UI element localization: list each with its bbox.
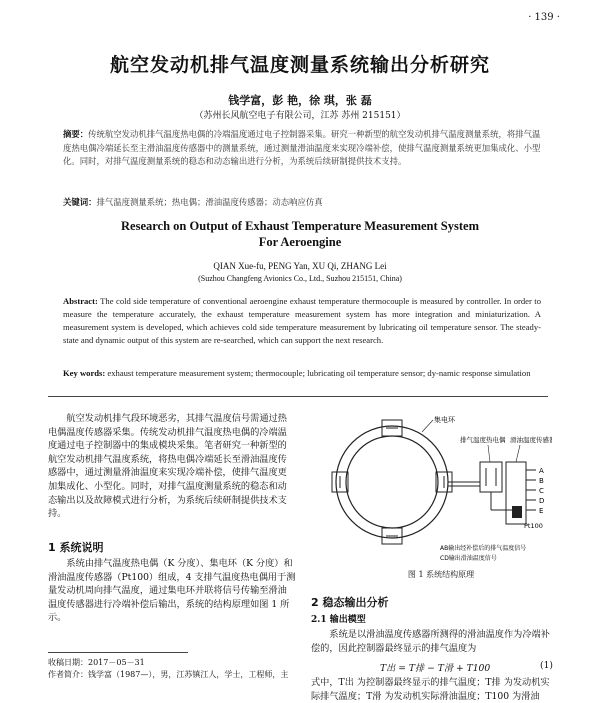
pin-d: D [539, 497, 545, 505]
note-cd-output: CD输出滑油温度信号 [440, 555, 497, 562]
chinese-abstract-label: 摘要： [63, 129, 89, 139]
label-collector-ring: 集电环 [434, 416, 455, 424]
chinese-authors: 钱学富，彭 艳，徐 琪，张 磊 [228, 94, 372, 107]
pt100-element [512, 506, 522, 518]
english-title-line1: Research on Output of Exhaust Temperature Measurement System [121, 219, 479, 233]
chinese-abstract [63, 128, 541, 169]
pin-c: C [539, 487, 544, 495]
english-title [0, 218, 600, 250]
pin-e: E [539, 507, 544, 515]
equation-1: T出 = T排 − T滑 + T100 [380, 663, 491, 674]
label-oil-sensor: 滑油温度传感器 [510, 436, 552, 444]
pin-a: A [539, 467, 544, 475]
label-thermocouple: 排气温度热电偶 [460, 436, 506, 444]
chinese-affiliation: （苏州长风航空电子有限公司，江苏 苏州 215151） [194, 111, 406, 121]
section1-body: 系统由排气温度热电偶（K 分度）、集电环（K 分度）和滑油温度传感器（Pt100）组成，4 支排气温度热电偶用于测量发动机周向排气温度，通过集电环并联将信号传输至滑油温度传感器进行冷端补偿后输出，系统的结构原理如图 1 所示。 [48, 558, 296, 624]
collector-ring-inner [346, 436, 438, 528]
page-number: · 139 · [528, 12, 560, 23]
chinese-abstract-text: 传统航空发动机排气温度热电偶的冷端温度通过电子控制器采集。研究一种新型的航空发动机排气温度测量系统，将排气温度热电偶冷端延长至主滑油温度传感器中的测量系统，通过测量滑油温度来实现冷端补偿，使排气温度测量系统更加集成化、小型化。同时，对排气温度测量系统的稳态和动态输出进行分析，为系统后续研制提供技术支持。 [63, 129, 541, 166]
section2-heading: 2 稳态输出分析 [311, 596, 389, 609]
section2-1-tail: 式中，T出 为控制器最终显示的排气温度；T排 为发动机实际排气温度；T滑 为发动机实际滑油温度；T100 为滑油 [311, 677, 550, 702]
section2-1-heading: 2.1 输出模型 [311, 615, 366, 625]
chinese-keywords-label: 关键词： [63, 197, 97, 207]
english-abstract-text: The cold side temperature of conventional aeroengine exhaust temperature thermocouple is measured by controller. In order to measure the temperature accurately, the exhaust temperature measurement system has more integration and miniaturization. A measurement system is developed, which achieves cold side temperature measurement by lubricating oil temperature sensor. The steady-state and dynamic output of this system are re-searched, which can support the next research. [63, 296, 541, 345]
english-keywords-text: exhaust temperature measurement system; thermocouple; lubricating oil temperature sensor; dy-namic response simulation [107, 368, 531, 378]
footnote-received: 收稿日期：2017－05－31 [48, 658, 145, 667]
figure-1-caption: 图 1 系统结构原理 [407, 570, 475, 579]
system-diagram [330, 410, 552, 565]
section1-heading: 1 系统说明 [48, 541, 104, 554]
collector-ring-outer [336, 426, 448, 538]
english-keywords [63, 367, 541, 380]
chinese-title: 航空发动机排气温度测量系统输出分析研究 [109, 54, 490, 76]
english-abstract-label: Abstract: [63, 296, 98, 306]
thermocouple-module [480, 462, 502, 492]
english-abstract [63, 295, 541, 347]
english-authors: QIAN Xue-fu, PENG Yan, XU Qi, ZHANG Lei [213, 261, 387, 271]
figure-1 [330, 410, 552, 565]
label-pt100: Pt100 [524, 522, 543, 530]
section2-1-body: 系统是以滑油温度传感器所测得的滑油温度作为冷端补偿的，因此控制器最终显示的排气温度为 [311, 629, 550, 654]
footnote-divider [48, 652, 188, 653]
english-affiliation: (Suzhou Changfeng Avionics Co., Ltd., Suzhou 215151, China) [198, 274, 402, 283]
english-title-line2: For Aeroengine [258, 235, 342, 249]
pin-b: B [539, 477, 544, 485]
intro-paragraph: 航空发动机排气段环境恶劣，其排气温度信号需通过热电偶温度传感器采集。传统发动机排气温度热电偶的冷端温度通过电子控制器中的集成模块采集。笔者研究一种新型的航空发动机排气温度系统，将热电偶冷端延长至滑油温度传感器中，通过测量滑油温度来实现冷端补偿，使排气温度更加集成化、小型化。同时，对排气温度测量系统的稳态和动态输出以及故障模式进行分析，为系统后续研制提供技术支持。 [48, 413, 287, 520]
abstract-divider [48, 396, 548, 397]
chinese-keywords-text: 排气温度测量系统；热电偶；滑油温度传感器；动态响应仿真 [96, 197, 323, 207]
chinese-keywords [63, 196, 541, 208]
equation-1-number: (1) [540, 660, 554, 671]
english-keywords-label: Key words: [63, 368, 106, 378]
footnote-author: 作者简介：钱学富（1987—），男，江苏镇江人，学士，工程师，主 [48, 670, 289, 679]
note-ab-output: AB输出经补偿后的排气温度信号 [440, 545, 527, 552]
